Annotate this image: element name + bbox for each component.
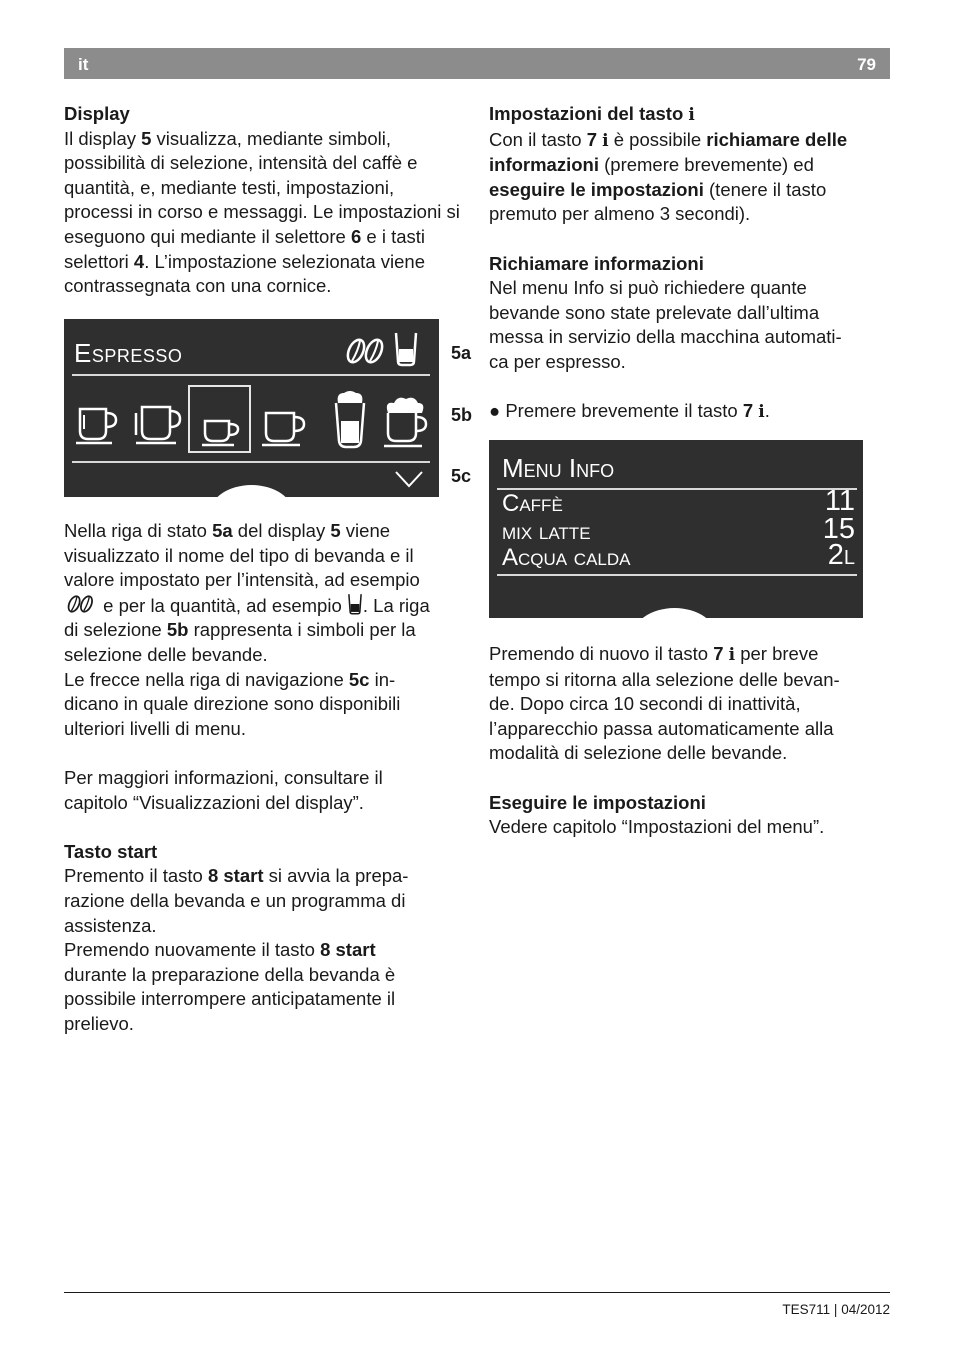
latte-macchiato-icon[interactable] (332, 389, 368, 451)
info-row: Acqua calda 2l (502, 539, 855, 571)
display-screen-menu-info (489, 440, 863, 618)
strength-beans-inline-icon (64, 593, 98, 615)
label-5c: 5c (451, 466, 472, 486)
chevron-down-icon[interactable] (394, 469, 424, 489)
info-icon: i (688, 105, 695, 125)
language-code: it (78, 55, 89, 74)
status-row-divider (72, 374, 430, 376)
navigation-row-divider (72, 461, 430, 463)
coffee-large-icon[interactable] (134, 401, 184, 445)
strength-beans-icon (344, 335, 388, 367)
status-row-explanation: Nella riga di stato 5a del display 5 viene visualizzato il nome del tipo di bevanda e il valore impostato per l’intensità, ad esempio e per la quantità, ad esempio . La riga di selezione 5b rappresenta i simboli per la selezione delle bevande. Le frecce nella riga di navigazione 5c in- dicano in quale direzione sono disponibili ulteriori livelli di menu. Per maggiori informazioni, consultare il capitolo “Visualizzazioni del display”. Tasto start Premento il tasto 8 start si avvia la prepa- razione della bevanda e un programma di assistenza. Premendo nuovamente il tasto 8 start durante la preparazione della bevanda è possibile interrompere anticipatamente il prelievo. (64, 519, 464, 1036)
header-bar (64, 48, 890, 79)
selector-knob (209, 485, 294, 497)
cafe-creme-icon[interactable] (262, 405, 308, 447)
call-info-heading: Richiamare informazioni (489, 252, 704, 274)
quantity-cup-inline-icon (347, 593, 363, 615)
info-icon: i (758, 402, 765, 423)
bullet-item: ● Premere brevemente il tasto 7 i. (489, 400, 770, 423)
label-5b: 5b (451, 405, 473, 425)
right-column: Impostazioni del tasto i Con il tasto 7 i è possibile richiamare delle informazioni (premere brevemente) ed eseguire le impostazioni (tenere il tasto premuto per almeno 3 secondi). Richiamare informazioni Nel menu Info si può richiedere quante bevande sono state prelevate dall’ultima messa in servizio della macchina automati- ca per espresso. ● Premere brevemente il tasto 7 i. (489, 102, 891, 425)
display-paragraph: Il display 5 visualizza, mediante simboli, possibilità di selezione, intensità del caffè e quantità, e, mediante testi, impostazioni, processi in corso e messaggi. Le impostazioni si eseguono qui mediante il selettore 6 e i tasti selettori 4. L’impostazione selezionata viene contrassegnata con una cornice. (64, 127, 460, 297)
cappuccino-icon[interactable] (382, 395, 434, 449)
settings-heading: Eseguire le impostazioni (489, 791, 706, 813)
screen-title: Menu Info (502, 453, 615, 483)
right-column-lower: Premendo di nuovo il tasto 7 i per breve tempo si ritorna alla selezione delle bevan- de. Dopo circa 10 secondi di inattività, l’apparecchio passa automaticamente alla modalità di selezione delle bevande. Eseguire le impostazioni Vedere capitolo “Impostazioni del menu”. (489, 642, 891, 840)
screen-title: Espresso (74, 338, 183, 368)
display-screen-espresso (64, 319, 439, 497)
start-heading: Tasto start (64, 840, 158, 862)
left-column (64, 102, 464, 299)
display-heading: Display (64, 103, 130, 124)
info-icon: i (602, 130, 609, 151)
info-icon: i (728, 645, 736, 665)
page-number: 79 (857, 55, 876, 74)
info-key-heading: Impostazioni del tasto i (489, 103, 695, 125)
coffee-double-icon[interactable] (76, 401, 120, 445)
footer-divider (64, 1292, 890, 1293)
footer-text: TES711 | 04/2012 (782, 1302, 890, 1317)
info-row: Caffè 11 (502, 485, 855, 517)
quantity-cup-icon (394, 331, 418, 367)
selector-knob (632, 608, 717, 618)
label-5a: 5a (451, 343, 472, 363)
espresso-cup-icon[interactable] (202, 411, 242, 447)
info-row: mix latte 15 (502, 513, 855, 545)
